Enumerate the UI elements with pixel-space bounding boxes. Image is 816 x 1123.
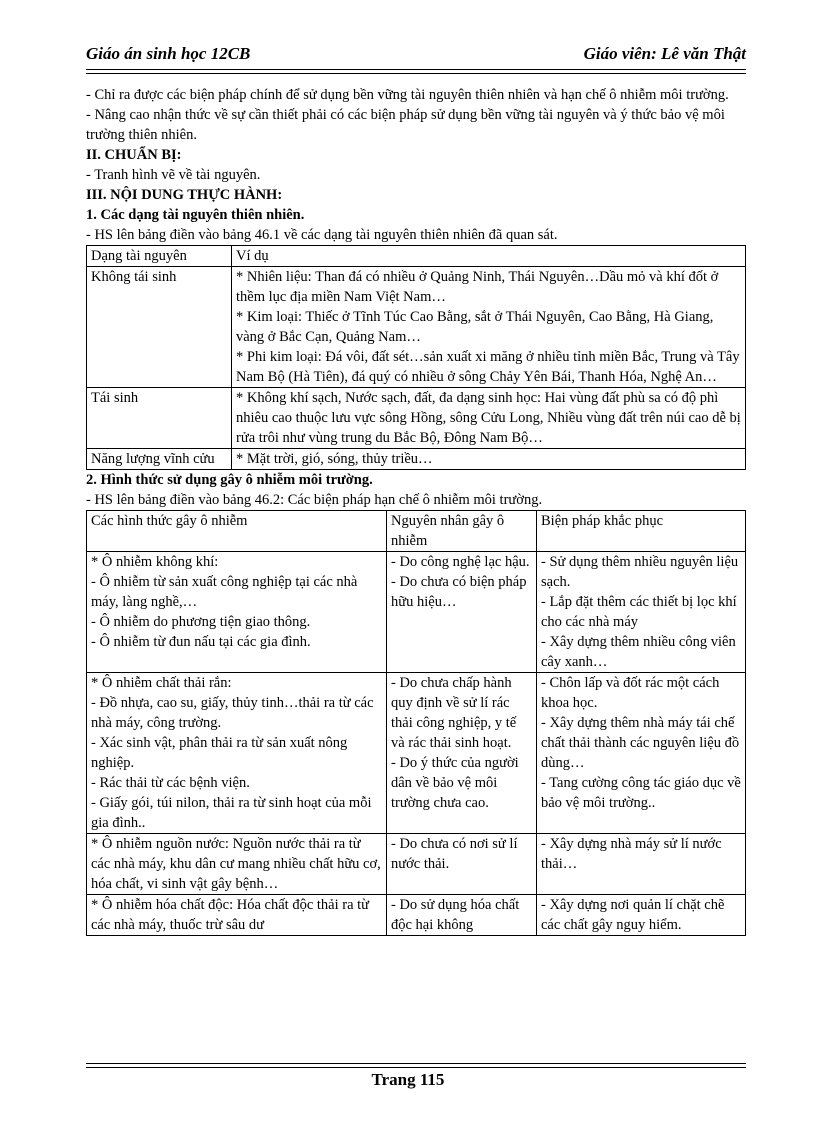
cell-line: * Ô nhiễm nguồn nước: Nguồn nước thải ra từ các nhà máy, khu dân cư mang nhiều chất hữu cơ, hóa chất, vi sinh vật gây bệnh… bbox=[91, 836, 381, 892]
footer-divider-bottom bbox=[86, 1067, 746, 1068]
table-header-cell: Nguyên nhân gây ô nhiễm bbox=[387, 511, 537, 552]
section-2-title: II. CHUẨN BỊ: bbox=[86, 147, 182, 163]
cell-line: - Rác thải từ các bệnh viện. bbox=[91, 775, 250, 791]
cell-line: - Chôn lấp và đốt rác một cách khoa học. bbox=[541, 675, 720, 711]
pollution-cause-cell bbox=[387, 673, 537, 834]
table-row bbox=[87, 388, 746, 449]
cell-line: - Do chưa chấp hành quy định về sử lí rác thải công nghiệp, y tế và rác thải sinh hoạt. bbox=[391, 675, 517, 751]
cell-line: * Ô nhiễm chất thải rắn: bbox=[91, 675, 232, 691]
cell-line: - Do chưa có nơi sử lí nước thải. bbox=[391, 836, 518, 872]
pollution-measure-cell bbox=[537, 552, 746, 673]
page-header bbox=[86, 44, 746, 70]
section-3-title: III. NỘI DUNG THỰC HÀNH: bbox=[86, 187, 283, 203]
pollution-measures-table bbox=[86, 510, 746, 936]
section-2-item: - Tranh hình vẽ về tài nguyên. bbox=[86, 167, 261, 183]
cell-line: * Ô nhiễm không khí: bbox=[91, 554, 219, 570]
table-row bbox=[87, 552, 746, 673]
cell-line: - Đồ nhựa, cao su, giấy, thủy tinh…thải ra từ các nhà máy, công trường. bbox=[91, 695, 374, 731]
cell-line: - Do công nghệ lạc hậu. bbox=[391, 554, 530, 570]
cell-line: - Ô nhiễm do phương tiện giao thông. bbox=[91, 614, 311, 630]
table-header-cell: Ví dụ bbox=[232, 246, 746, 267]
header-teacher-name: Giáo viên: Lê văn Thật bbox=[583, 44, 746, 63]
cell-line: - Lắp đặt thêm các thiết bị lọc khí cho các nhà máy bbox=[541, 594, 737, 630]
resource-type-cell: Tái sinh bbox=[87, 388, 232, 449]
cell-line: * Ô nhiễm hóa chất độc: Hóa chất độc thải ra từ các nhà máy, thuốc trừ sâu dư bbox=[91, 897, 370, 933]
table-row bbox=[87, 895, 746, 936]
table-header-row bbox=[87, 246, 746, 267]
pollution-form-cell bbox=[87, 673, 387, 834]
cell-line: - Xây dựng nhà máy sử lí nước thải… bbox=[541, 836, 722, 872]
document-body bbox=[86, 85, 746, 936]
pollution-measure-cell bbox=[537, 834, 746, 895]
example-text: * Phi kim loại: Đá vôi, đất sét…sản xuất xi măng ở nhiều tỉnh miền Bắc, Trung và Tây Nam Bộ (Hà Tiên), đá quý có nhiều ở sông Chảy Yên Bái, Thanh Hóa, Nghệ An… bbox=[236, 349, 740, 385]
part-1-title: 1. Các dạng tài nguyên thiên nhiên. bbox=[86, 207, 305, 223]
example-text: * Nhiên liệu: Than đá có nhiều ở Quảng Ninh, Thái Nguyên…Dầu mỏ và khí đốt ở thềm lục địa miền Nam Việt Nam… bbox=[236, 269, 719, 305]
cell-line: - Do sử dụng hóa chất độc hại không bbox=[391, 897, 520, 933]
cell-line: - Ô nhiễm từ đun nấu tại các gia đình. bbox=[91, 634, 311, 650]
example-text: * Mặt trời, gió, sóng, thủy triều… bbox=[236, 451, 433, 467]
example-text: * Không khí sạch, Nước sạch, đất, đa dạng sinh học: Hai vùng đất phù sa có độ phì nhiêu cao thuộc lưu vực sông Hồng, sông Cửu Long, Nhiều vùng đất trên núi cao dễ bị rửa trôi như vùng trung du Bắc Bộ, Đông Nam Bộ… bbox=[236, 390, 741, 446]
table-row bbox=[87, 449, 746, 470]
table-row bbox=[87, 673, 746, 834]
cell-line: - Tang cường công tác giáo dục về bảo vệ môi trường.. bbox=[541, 775, 741, 811]
table-header-cell: Biện pháp khắc phục bbox=[537, 511, 746, 552]
cell-line: - Xây dựng nơi quản lí chặt chẽ các chất gây nguy hiểm. bbox=[541, 897, 725, 933]
pollution-measure-cell bbox=[537, 673, 746, 834]
pollution-measure-cell bbox=[537, 895, 746, 936]
table-header-cell: Dạng tài nguyên bbox=[87, 246, 232, 267]
pollution-form-cell bbox=[87, 552, 387, 673]
table-row bbox=[87, 834, 746, 895]
cell-line: - Do chưa có biện pháp hữu hiệu… bbox=[391, 574, 527, 610]
resource-types-table bbox=[86, 245, 746, 470]
pollution-form-cell bbox=[87, 895, 387, 936]
cell-line: - Xác sinh vật, phân thải ra từ sản xuất nông nghiệp. bbox=[91, 735, 348, 771]
intro-line-2: - Nâng cao nhận thức về sự cần thiết phải có các biện pháp sử dụng bền vững tài nguyên và ý thức bảo vệ môi trường thiên nhiên. bbox=[86, 107, 725, 143]
resource-example-cell bbox=[232, 449, 746, 470]
part-2-intro: - HS lên bảng điền vào bảng 46.2: Các biện pháp hạn chế ô nhiễm môi trường. bbox=[86, 492, 543, 508]
footer-divider-top bbox=[86, 1063, 746, 1064]
header-divider-top bbox=[86, 69, 746, 70]
pollution-cause-cell bbox=[387, 552, 537, 673]
table-row bbox=[87, 267, 746, 388]
resource-type-cell: Năng lượng vĩnh cửu bbox=[87, 449, 232, 470]
cell-line: - Ô nhiễm từ sản xuất công nghiệp tại các nhà máy, làng nghề,… bbox=[91, 574, 358, 610]
cell-line: - Giấy gói, túi nilon, thải ra từ sinh hoạt của mỗi gia đình.. bbox=[91, 795, 372, 831]
header-course-title: Giáo án sinh học 12CB bbox=[86, 44, 251, 63]
pollution-cause-cell bbox=[387, 895, 537, 936]
cell-line: - Xây dựng thêm nhà máy tái chế chất thải thành các nguyên liệu đồ dùng… bbox=[541, 715, 740, 771]
page-number: Trang 115 bbox=[371, 1070, 445, 1089]
pollution-cause-cell bbox=[387, 834, 537, 895]
cell-line: - Xây dựng thêm nhiều công viên cây xanh… bbox=[541, 634, 736, 670]
intro-line-1: - Chỉ ra được các biện pháp chính để sử dụng bền vững tài nguyên thiên nhiên và hạn chế ô nhiễm môi trường. bbox=[86, 87, 729, 103]
resource-example-cell bbox=[232, 267, 746, 388]
part-2-title: 2. Hình thức sử dụng gây ô nhiễm môi trường. bbox=[86, 472, 373, 488]
resource-example-cell bbox=[232, 388, 746, 449]
cell-line: - Do ý thức của người dân về bảo vệ môi trường chưa cao. bbox=[391, 755, 519, 811]
table-header-row bbox=[87, 511, 746, 552]
part-1-intro: - HS lên bảng điền vào bảng 46.1 về các dạng tài nguyên thiên nhiên đã quan sát. bbox=[86, 227, 558, 243]
table-header-cell: Các hình thức gây ô nhiễm bbox=[87, 511, 387, 552]
example-text: * Kim loại: Thiếc ở Tĩnh Túc Cao Bằng, sắt ở Thái Nguyên, Cao Bằng, Hà Giang, vàng ở Bắc Cạn, Quảng Nam… bbox=[236, 309, 714, 345]
pollution-form-cell bbox=[87, 834, 387, 895]
resource-type-cell: Không tái sinh bbox=[87, 267, 232, 388]
header-divider-bottom bbox=[86, 73, 746, 74]
cell-line: - Sử dụng thêm nhiều nguyên liệu sạch. bbox=[541, 554, 739, 590]
